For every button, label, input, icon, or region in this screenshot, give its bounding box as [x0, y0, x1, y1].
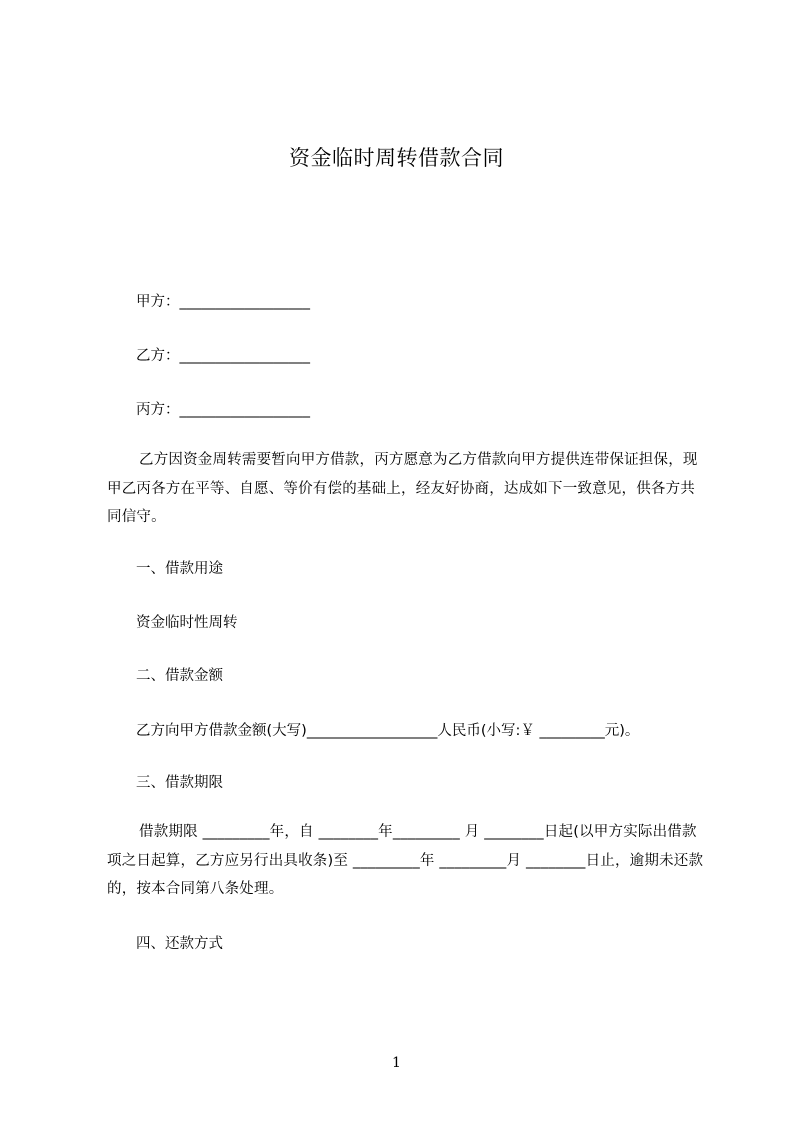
party-a-line: 甲方：__________________: [136, 294, 310, 310]
section-1-heading: 一、借款用途: [136, 561, 223, 577]
contract-title: 资金临时周转借款合同: [289, 146, 504, 170]
section-1-content: 资金临时性周转: [136, 615, 238, 631]
section-3-heading: 三、借款期限: [136, 775, 223, 791]
party-c-line: 丙方：__________________: [136, 402, 310, 418]
page-number: 1: [392, 1055, 401, 1071]
section-3-content: 借款期限 _________年，自 ________年_________ 月 ________日起(以甲方实际出借款项之日起算，乙方应另行出具收条)至 _________年 _________月 ________日止，逾期未还款的，按本合同第八条处理。: [107, 824, 704, 897]
section-2-content: 乙方向甲方借款金额(大写)__________________人民币(小写:￥ _________元)。: [136, 723, 640, 739]
section-4-heading: 四、还款方式: [136, 936, 223, 952]
party-b-line: 乙方：__________________: [136, 348, 310, 364]
section-2-heading: 二、借款金额: [136, 668, 223, 684]
intro-paragraph: 乙方因资金周转需要暂向甲方借款，丙方愿意为乙方借款向甲方提供连带保证担保，现甲乙丙各方在平等、自愿、等价有偿的基础上，经友好协商，达成如下一致意见，供各方共同信守。: [107, 452, 698, 525]
